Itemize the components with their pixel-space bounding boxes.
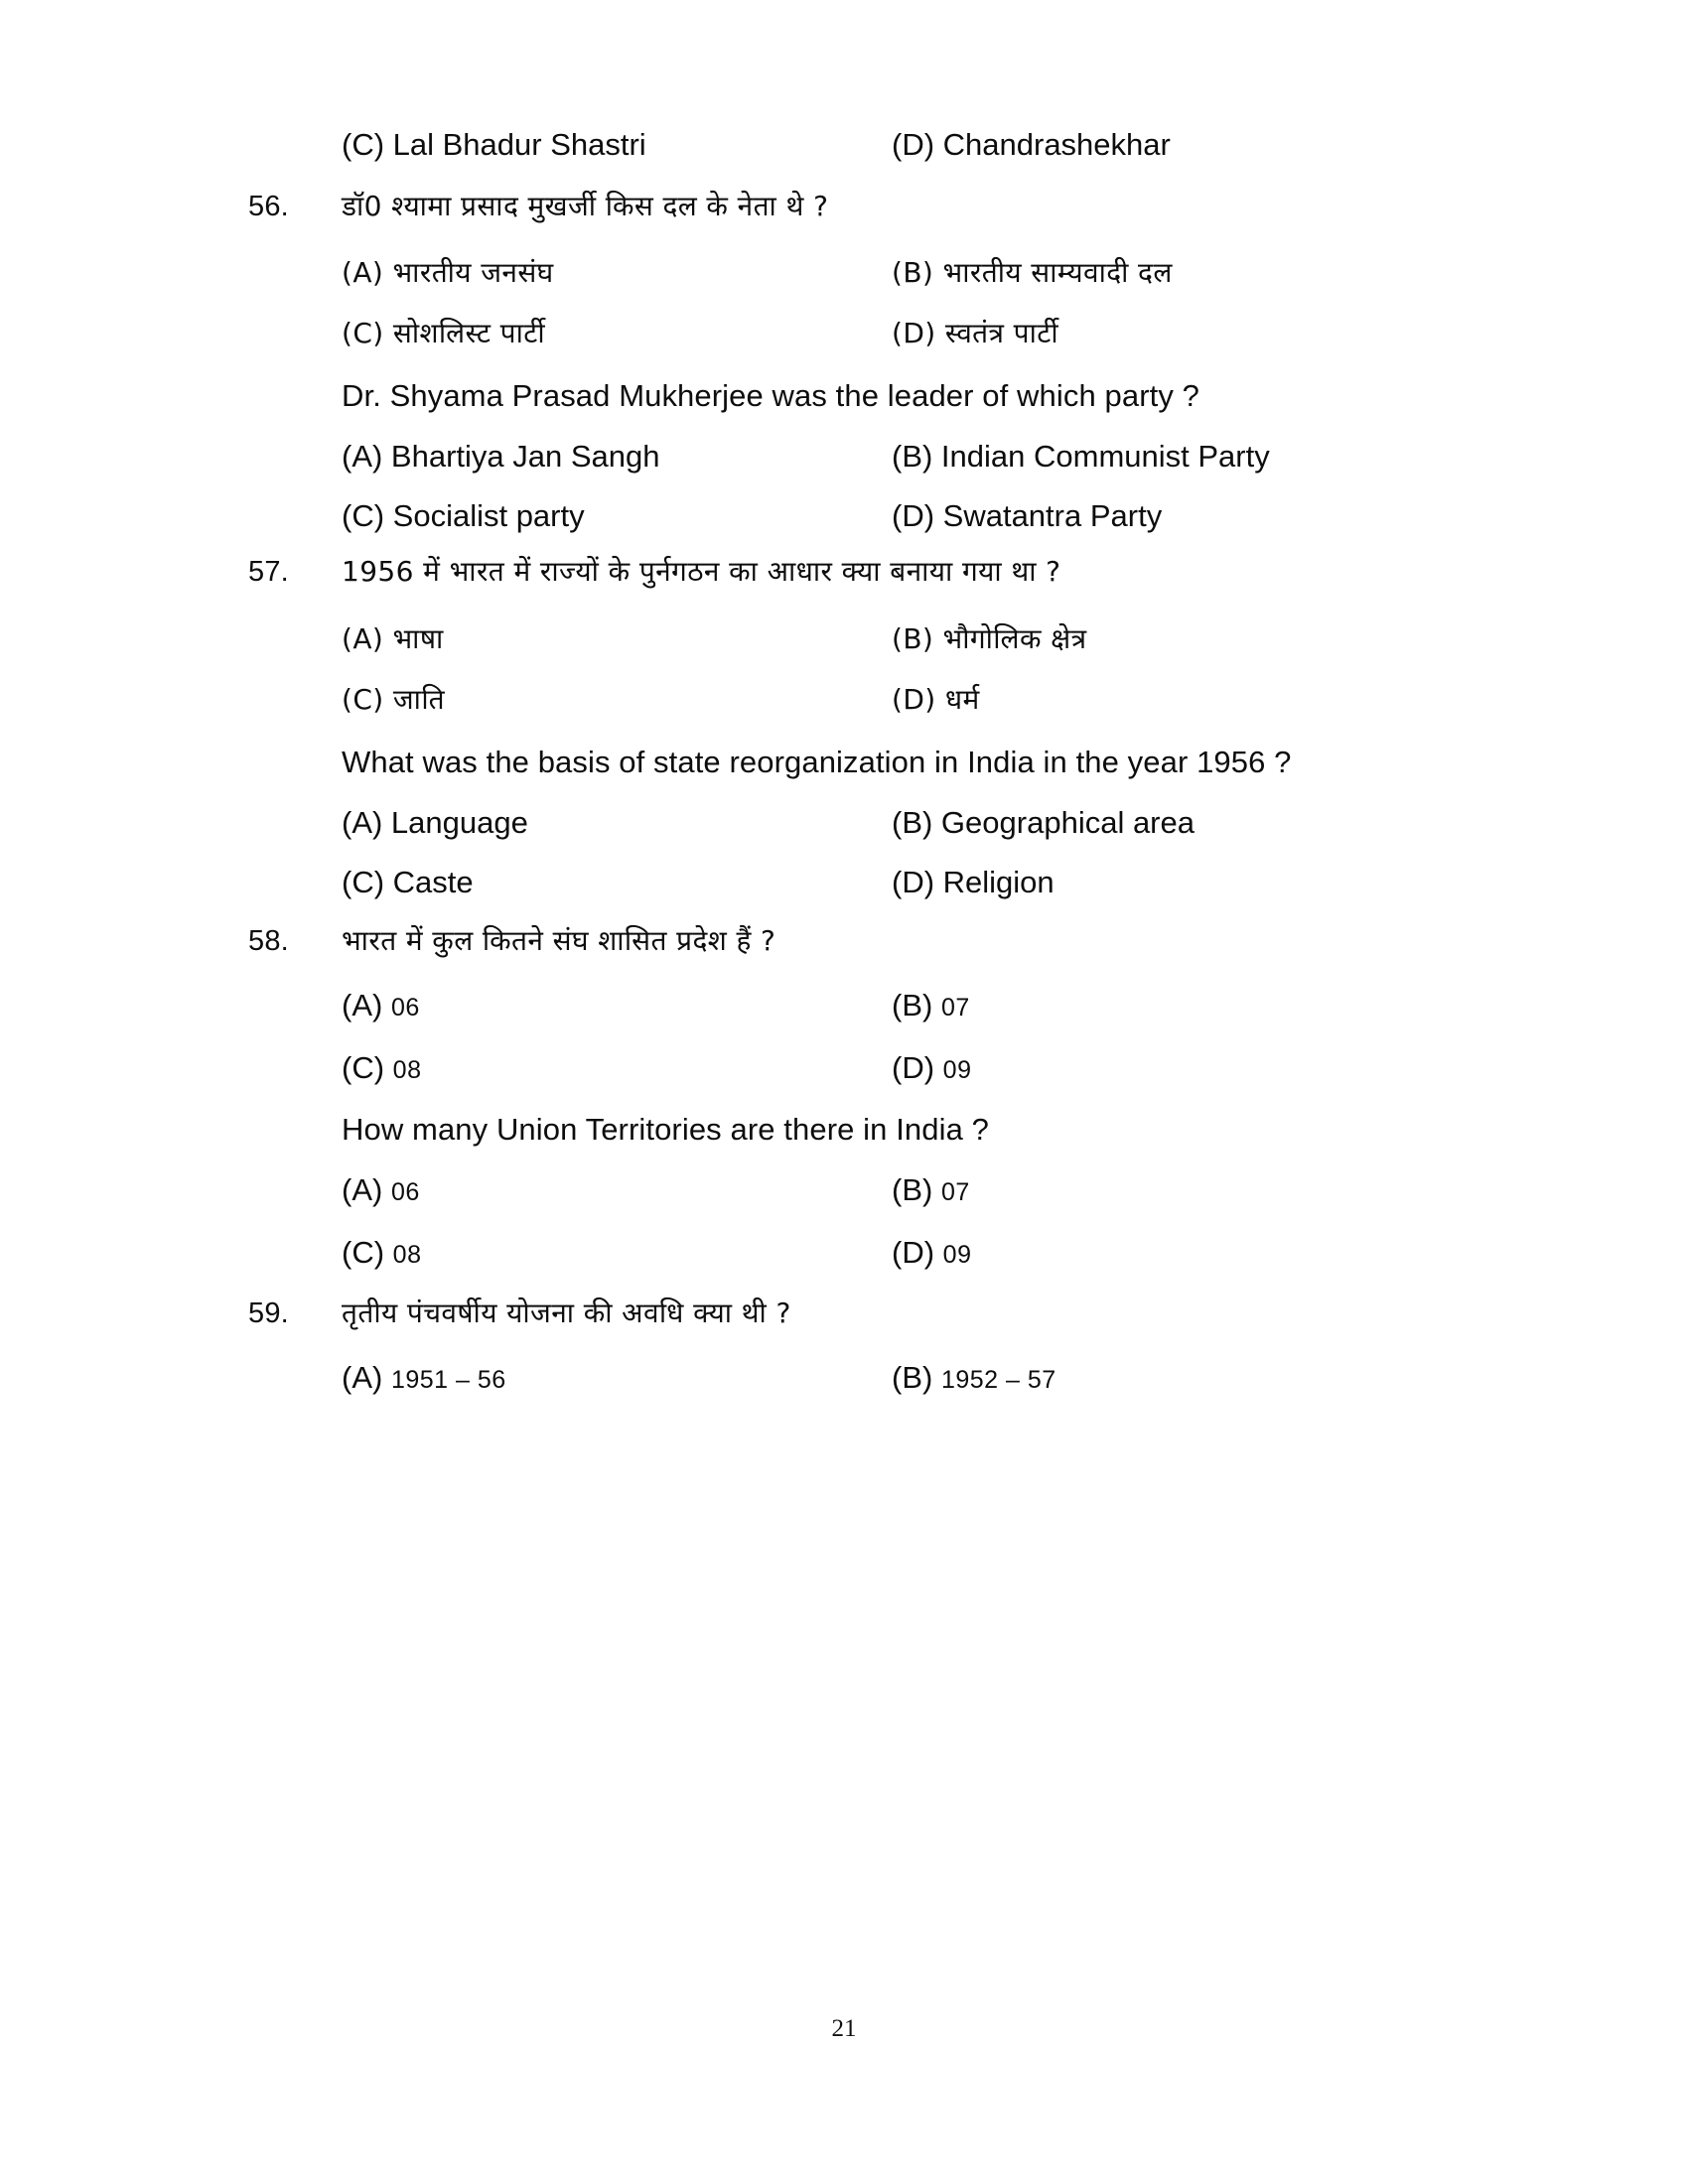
question-59-hindi-option-a-label: (A) [342,1360,383,1395]
question-56-english-option-a[interactable]: (A) Bhartiya Jan Sangh [342,439,660,474]
question-58-hindi-option-d-value: 09 [942,1056,972,1084]
question-57-hindi-option-d[interactable]: (D) धर्म [892,683,980,716]
carryover-option-c [342,127,646,163]
question-56-english-option-c[interactable]: (C) Socialist party [342,498,585,533]
question-58-hindi-option-a-label: (A) [342,988,383,1023]
question-58-english-text: How many Union Territories are there in India ? [342,1112,989,1147]
question-number-59: 59. [248,1297,289,1329]
question-58-hindi-option-c-label: (C) [342,1050,385,1085]
page-number: 21 [831,2015,857,2042]
question-58-english-option-d-label: (D) [892,1235,935,1270]
question-58-english-option-b[interactable] [892,1172,970,1208]
question-58-hindi-text: भारत में कुल कितने संघ शासित प्रदेश हैं ? [342,924,776,957]
question-59-hindi-option-a-value: 1951 – 56 [390,1366,506,1394]
question-59-hindi-option-b[interactable] [892,1360,1056,1396]
question-57-english-option-b[interactable]: (B) Geographical area [892,805,1195,840]
question-57-hindi-option-b[interactable]: (B) भौगोलिक क्षेत्र [892,622,1087,655]
question-57-english-option-a[interactable]: (A) Language [342,805,528,840]
carryover-option-d [892,127,1171,163]
question-58-english-option-d[interactable] [892,1235,971,1271]
question-58-english-option-c[interactable] [342,1235,421,1271]
question-56-hindi-option-d[interactable]: (D) स्वतंत्र पार्टी [892,317,1059,349]
question-57-english-text: What was the basis of state reorganization in India in the year 1956 ? [342,745,1292,779]
question-59-hindi-text: तृतीय पंचवर्षीय योजना की अवधि क्या थी ? [342,1297,791,1329]
question-58-hindi-option-b-value: 07 [940,994,970,1022]
question-57-english-option-d[interactable]: (D) Religion [892,865,1055,899]
question-56-hindi-text: डॉ0 श्यामा प्रसाद मुखर्जी किस दल के नेता थे ? [342,190,829,222]
question-56-english-text: Dr. Shyama Prasad Mukherjee was the leader of which party ? [342,378,1199,413]
question-58-hindi-option-a[interactable] [342,988,420,1024]
question-56-hindi-option-a[interactable]: (A) भारतीय जनसंघ [342,256,554,289]
question-58-hindi-option-c-value: 08 [392,1056,422,1084]
question-number-57: 57. [248,556,289,588]
question-58-english-option-b-value: 07 [940,1178,970,1206]
question-58-english-option-c-label: (C) [342,1235,385,1270]
carryover-option-d-text: (D) Chandrashekhar [892,127,1171,162]
question-number-56: 56. [248,191,289,222]
question-58-english-option-b-label: (B) [892,1172,933,1207]
question-56-english-option-b[interactable]: (B) Indian Communist Party [892,439,1270,474]
question-58-english-option-a[interactable] [342,1172,420,1208]
question-56-english-option-d[interactable]: (D) Swatantra Party [892,498,1163,533]
question-57-hindi-option-a[interactable]: (A) भाषा [342,622,444,655]
question-58-hindi-option-a-value: 06 [390,994,420,1022]
question-59-hindi-option-b-value: 1952 – 57 [940,1366,1056,1394]
question-56-hindi-option-b[interactable]: (B) भारतीय साम्यवादी दल [892,256,1173,289]
question-58-english-option-c-value: 08 [392,1241,422,1269]
question-57-hindi-text: 1956 में भारत में राज्यों के पुर्नगठन का आधार क्या बनाया गया था ? [342,555,1061,588]
question-58-english-option-a-label: (A) [342,1172,383,1207]
question-59-hindi-option-b-label: (B) [892,1360,933,1395]
question-57-english-option-c[interactable]: (C) Caste [342,865,474,899]
question-58-hindi-option-d[interactable] [892,1050,971,1086]
question-56-hindi-option-c[interactable]: (C) सोशलिस्ट पार्टी [342,317,545,349]
question-57-hindi-option-c[interactable]: (C) जाति [342,683,445,716]
question-58-hindi-option-c[interactable] [342,1050,421,1086]
question-58-hindi-option-b-label: (B) [892,988,933,1023]
question-58-english-option-a-value: 06 [390,1178,420,1206]
question-58-english-option-d-value: 09 [942,1241,972,1269]
question-58-hindi-option-d-label: (D) [892,1050,935,1085]
carryover-option-c-text: (C) Lal Bhadur Shastri [342,127,646,162]
question-59-hindi-option-a[interactable] [342,1360,506,1396]
question-58-hindi-option-b[interactable] [892,988,970,1024]
question-number-58: 58. [248,925,289,957]
